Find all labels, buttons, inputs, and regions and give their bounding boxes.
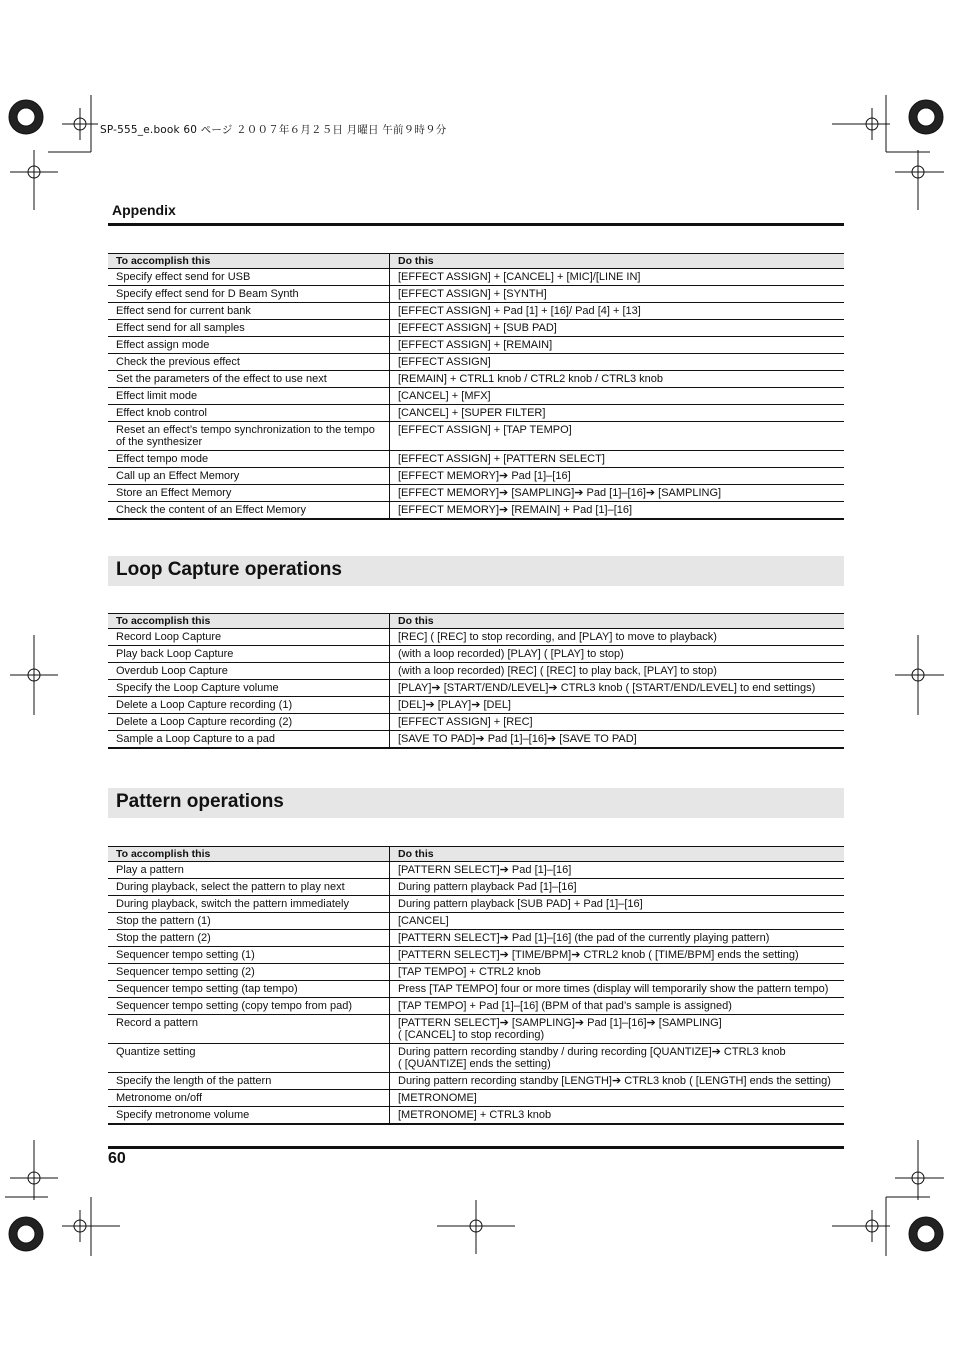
table-row xyxy=(108,1090,844,1107)
cell-action: [PATTERN SELECT]➔ Pad [1]–[16] (the pad of the currently playing pattern) xyxy=(390,930,845,947)
cell-action: [EFFECT ASSIGN] + [TAP TEMPO] xyxy=(390,422,845,451)
cell-action: [PATTERN SELECT]➔ [TIME/BPM]➔ CTRL2 knob ( [TIME/BPM] ends the setting) xyxy=(390,947,845,964)
cell-task: Set the parameters of the effect to use next xyxy=(108,371,390,388)
cell-task: Effect limit mode xyxy=(108,388,390,405)
cell-action: [PLAY]➔ [START/END/LEVEL]➔ CTRL3 knob ( [START/END/LEVEL] to end settings) xyxy=(390,680,845,697)
cell-task: Play back Loop Capture xyxy=(108,646,390,663)
cell-task: During playback, select the pattern to play next xyxy=(108,879,390,896)
cell-action: [EFFECT ASSIGN] + [REMAIN] xyxy=(390,337,845,354)
cell-task: Effect tempo mode xyxy=(108,451,390,468)
cell-task: Record a pattern xyxy=(108,1015,390,1044)
table-row xyxy=(108,1073,844,1090)
table-row xyxy=(108,879,844,896)
cell-task: Stop the pattern (1) xyxy=(108,913,390,930)
cell-task: Effect assign mode xyxy=(108,337,390,354)
cell-action: [TAP TEMPO] + CTRL2 knob xyxy=(390,964,845,981)
cell-action: During pattern playback [SUB PAD] + Pad [1]–[16] xyxy=(390,896,845,913)
table-row xyxy=(108,405,844,422)
loop-capture-heading: Loop Capture operations xyxy=(116,559,342,580)
cell-task: Stop the pattern (2) xyxy=(108,930,390,947)
pattern-rows xyxy=(108,862,844,1125)
cell-task: Play a pattern xyxy=(108,862,390,879)
table-row xyxy=(108,981,844,998)
table-row xyxy=(108,388,844,405)
cell-task: Delete a Loop Capture recording (2) xyxy=(108,714,390,731)
loop-capture-heading-bar xyxy=(108,556,844,586)
cell-task: Call up an Effect Memory xyxy=(108,468,390,485)
cell-task: Specify effect send for USB xyxy=(108,269,390,286)
cell-task: Specify the length of the pattern xyxy=(108,1073,390,1090)
table-row xyxy=(108,422,844,451)
table-row xyxy=(108,680,844,697)
cell-action: [SAVE TO PAD]➔ Pad [1]–[16]➔ [SAVE TO PAD] xyxy=(390,731,845,749)
table-row xyxy=(108,1015,844,1044)
cell-action: [EFFECT MEMORY]➔ [REMAIN] + Pad [1]–[16] xyxy=(390,502,845,520)
cell-action: [CANCEL] + [SUPER FILTER] xyxy=(390,405,845,422)
cell-task: Check the content of an Effect Memory xyxy=(108,502,390,520)
cell-action: [EFFECT ASSIGN] + [REC] xyxy=(390,714,845,731)
cell-task: Metronome on/off xyxy=(108,1090,390,1107)
cell-task: Specify effect send for D Beam Synth xyxy=(108,286,390,303)
cell-action: [EFFECT ASSIGN] + [CANCEL] + [MIC]/[LINE IN] xyxy=(390,269,845,286)
table-row xyxy=(108,502,844,520)
column-header-do-this: Do this xyxy=(390,614,845,629)
cell-action: [EFFECT ASSIGN] + [SYNTH] xyxy=(390,286,845,303)
table-row xyxy=(108,320,844,337)
table-row xyxy=(108,646,844,663)
bottom-rule xyxy=(108,1146,844,1149)
table-row xyxy=(108,1107,844,1125)
cell-task: Reset an effect’s tempo synchronization to the tempo of the synthesizer xyxy=(108,422,390,451)
table-row xyxy=(108,697,844,714)
cell-action: [EFFECT ASSIGN] + Pad [1] + [16]/ Pad [4] + [13] xyxy=(390,303,845,320)
table-row xyxy=(108,485,844,502)
table-row xyxy=(108,862,844,879)
section-label: Appendix xyxy=(112,202,176,218)
cell-action: [REMAIN] + CTRL1 knob / CTRL2 knob / CTRL3 knob xyxy=(390,371,845,388)
cell-task: Effect knob control xyxy=(108,405,390,422)
cell-task: Overdub Loop Capture xyxy=(108,663,390,680)
pattern-table xyxy=(108,846,844,1125)
cell-task: Store an Effect Memory xyxy=(108,485,390,502)
cell-task: Specify the Loop Capture volume xyxy=(108,680,390,697)
cell-action: [CANCEL] xyxy=(390,913,845,930)
top-rule xyxy=(108,223,844,226)
cell-task: Effect send for all samples xyxy=(108,320,390,337)
cell-task: During playback, switch the pattern immediately xyxy=(108,896,390,913)
table-row xyxy=(108,714,844,731)
table-row xyxy=(108,629,844,646)
cell-task: Check the previous effect xyxy=(108,354,390,371)
cell-action: [EFFECT ASSIGN] + [PATTERN SELECT] xyxy=(390,451,845,468)
table-row xyxy=(108,896,844,913)
table-row xyxy=(108,286,844,303)
table-row xyxy=(108,337,844,354)
cell-task: Sample a Loop Capture to a pad xyxy=(108,731,390,749)
pattern-heading-bar xyxy=(108,788,844,818)
column-header-accomplish: To accomplish this xyxy=(108,254,390,269)
cell-task: Sequencer tempo setting (tap tempo) xyxy=(108,981,390,998)
column-header-do-this: Do this xyxy=(390,847,845,862)
loop-capture-table xyxy=(108,613,844,749)
table-row xyxy=(108,1044,844,1073)
table-header-row xyxy=(108,847,844,862)
table-row xyxy=(108,998,844,1015)
table-row xyxy=(108,964,844,981)
cell-action: During pattern recording standby / during recording [QUANTIZE]➔ CTRL3 knob ( [QUANTIZE] ends the setting) xyxy=(390,1044,845,1073)
column-header-accomplish: To accomplish this xyxy=(108,847,390,862)
cell-task: Specify metronome volume xyxy=(108,1107,390,1125)
effects-table xyxy=(108,253,844,520)
column-header-do-this: Do this xyxy=(390,254,845,269)
loop-capture-rows xyxy=(108,629,844,749)
cell-action: [EFFECT ASSIGN] xyxy=(390,354,845,371)
page-number: 60 xyxy=(108,1150,126,1167)
cell-task: Delete a Loop Capture recording (1) xyxy=(108,697,390,714)
cell-task: Sequencer tempo setting (1) xyxy=(108,947,390,964)
cell-action: (with a loop recorded) [PLAY] ( [PLAY] to stop) xyxy=(390,646,845,663)
cell-action: [EFFECT MEMORY]➔ Pad [1]–[16] xyxy=(390,468,845,485)
table-row xyxy=(108,354,844,371)
cell-task: Quantize setting xyxy=(108,1044,390,1073)
effects-rows xyxy=(108,269,844,520)
pattern-heading: Pattern operations xyxy=(116,791,284,812)
cell-action: [REC] ( [REC] to stop recording, and [PLAY] to move to playback) xyxy=(390,629,845,646)
book-info-line: SP-555_e.book 60 ページ ２００７年６月２５日 月曜日 午前９時９分 xyxy=(100,124,447,136)
table-row xyxy=(108,371,844,388)
column-header-accomplish: To accomplish this xyxy=(108,614,390,629)
cell-task: Record Loop Capture xyxy=(108,629,390,646)
cell-action: [EFFECT ASSIGN] + [SUB PAD] xyxy=(390,320,845,337)
cell-action: [PATTERN SELECT]➔ Pad [1]–[16] xyxy=(390,862,845,879)
table-row xyxy=(108,663,844,680)
table-row xyxy=(108,468,844,485)
cell-action: [DEL]➔ [PLAY]➔ [DEL] xyxy=(390,697,845,714)
cell-action: [METRONOME] + CTRL3 knob xyxy=(390,1107,845,1125)
table-row xyxy=(108,303,844,320)
cell-action: [METRONOME] xyxy=(390,1090,845,1107)
table-row xyxy=(108,930,844,947)
cell-action: [TAP TEMPO] + Pad [1]–[16] (BPM of that pad’s sample is assigned) xyxy=(390,998,845,1015)
table-row xyxy=(108,731,844,749)
cell-action: Press [TAP TEMPO] four or more times (display will temporarily show the pattern tempo) xyxy=(390,981,845,998)
table-header-row xyxy=(108,614,844,629)
cell-action: During pattern recording standby [LENGTH]➔ CTRL3 knob ( [LENGTH] ends the setting) xyxy=(390,1073,845,1090)
table-row xyxy=(108,947,844,964)
cell-task: Sequencer tempo setting (2) xyxy=(108,964,390,981)
cell-action: During pattern playback Pad [1]–[16] xyxy=(390,879,845,896)
cell-action: (with a loop recorded) [REC] ( [REC] to play back, [PLAY] to stop) xyxy=(390,663,845,680)
cell-action: [PATTERN SELECT]➔ [SAMPLING]➔ Pad [1]–[16]➔ [SAMPLING] ( [CANCEL] to stop recording) xyxy=(390,1015,845,1044)
table-header-row xyxy=(108,254,844,269)
cell-task: Effect send for current bank xyxy=(108,303,390,320)
cell-task: Sequencer tempo setting (copy tempo from pad) xyxy=(108,998,390,1015)
table-row xyxy=(108,451,844,468)
table-row xyxy=(108,269,844,286)
table-row xyxy=(108,913,844,930)
cell-action: [EFFECT MEMORY]➔ [SAMPLING]➔ Pad [1]–[16]➔ [SAMPLING] xyxy=(390,485,845,502)
cell-action: [CANCEL] + [MFX] xyxy=(390,388,845,405)
